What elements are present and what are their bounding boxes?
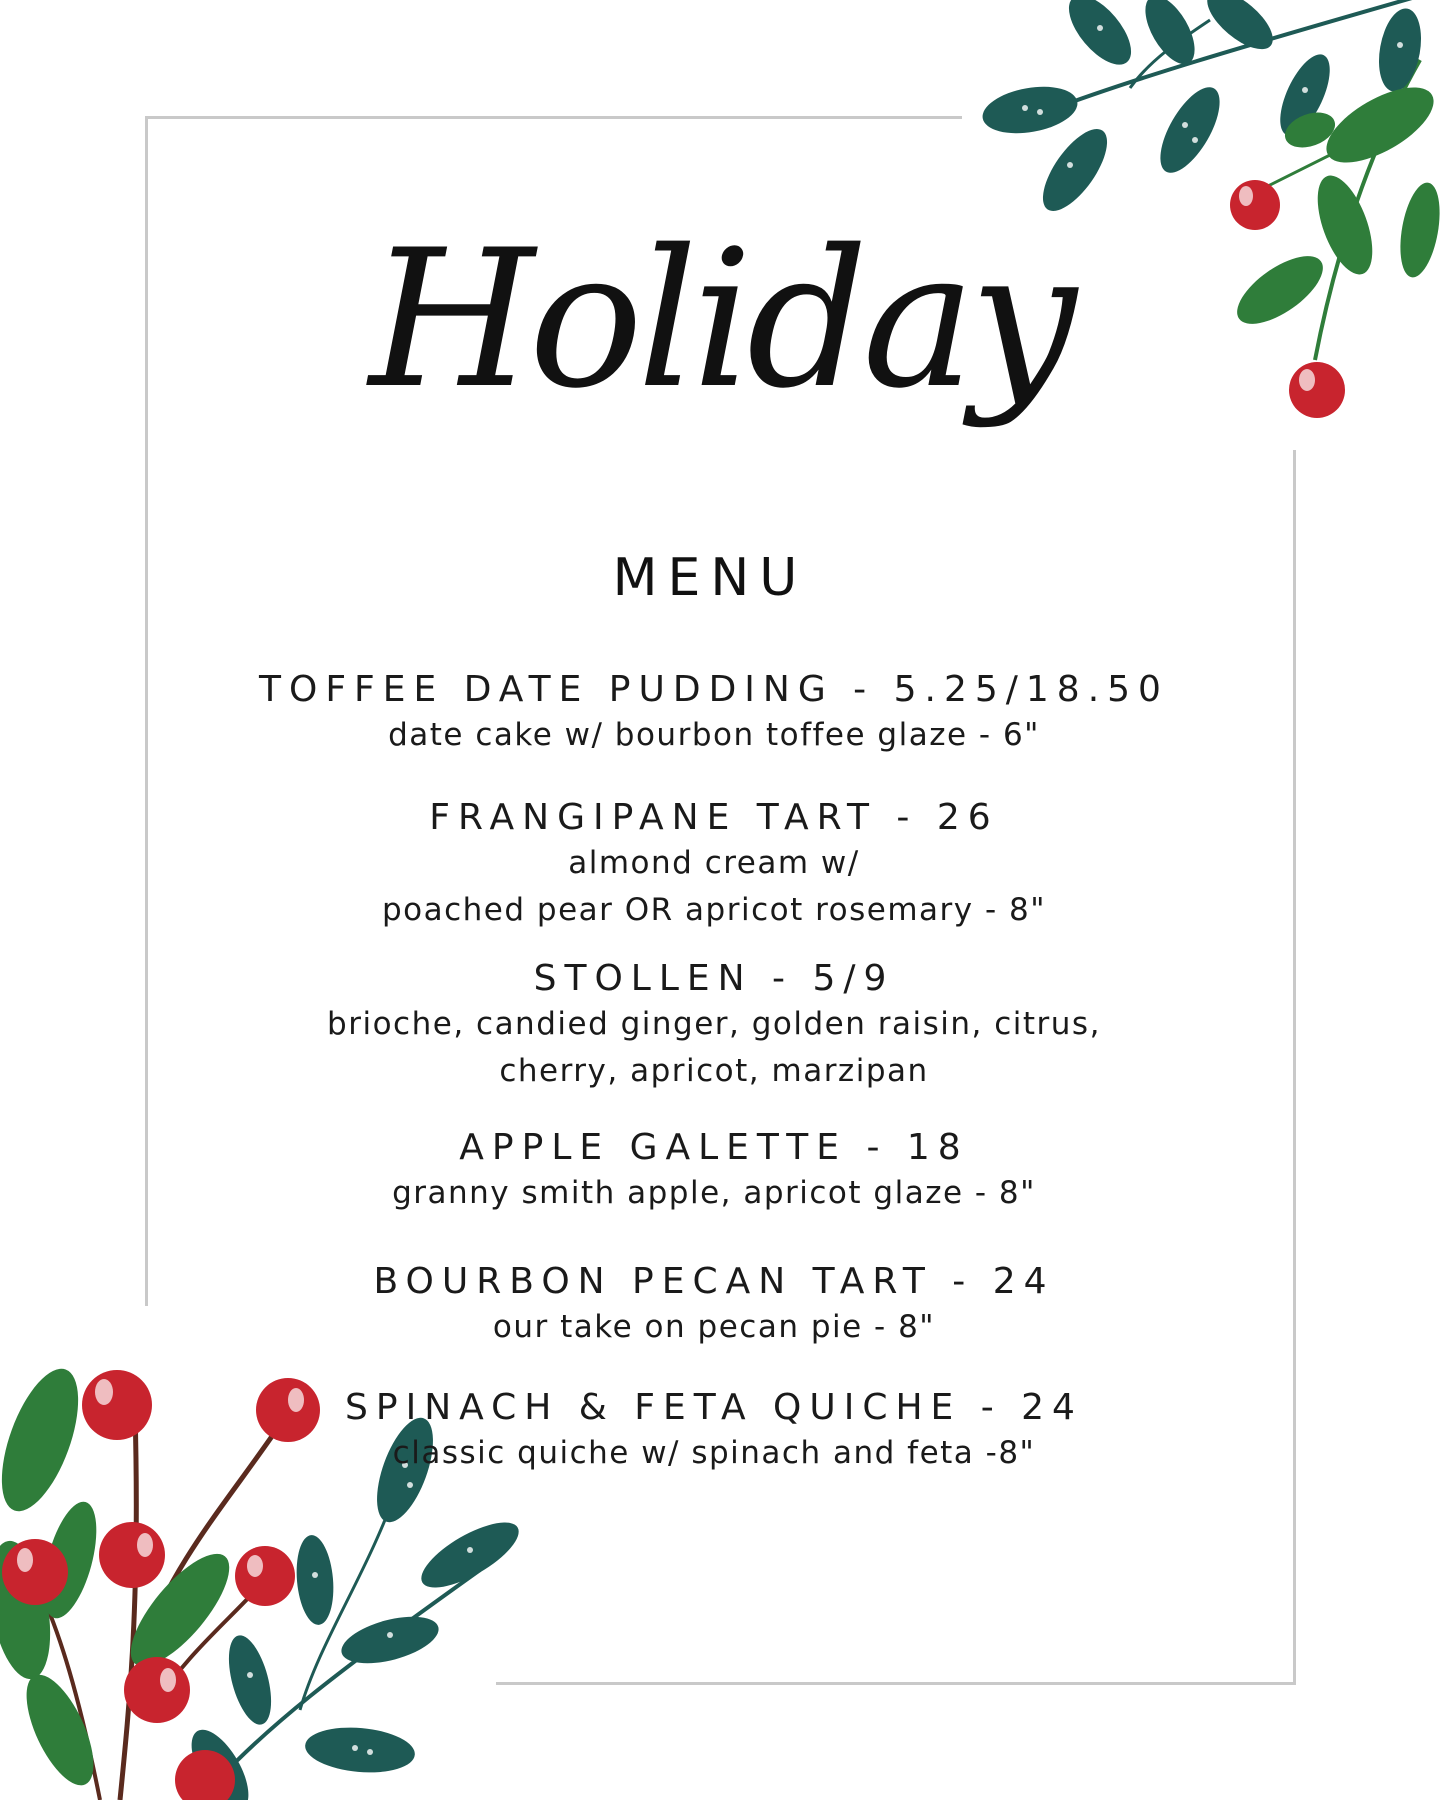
page-subtitle: MENU: [612, 548, 808, 608]
menu-item-description: classic quiche w/ spinach and feta -8": [392, 1435, 1036, 1471]
menu-item-description: granny smith apple, apricot glaze - 8": [392, 1175, 1036, 1211]
menu-item-name: BOURBON PECAN TART - 24: [373, 1261, 1055, 1302]
menu-item-description: almond cream w/: [568, 845, 860, 881]
menu-item-name: FRANGIPANE TART - 26: [429, 797, 999, 838]
menu-item-name: SPINACH & FETA QUICHE - 24: [345, 1387, 1083, 1428]
page-title: Holiday: [369, 209, 1071, 430]
menu-item: [0, 796, 1428, 934]
menu-item: [0, 957, 1428, 1095]
menu-item-description: poached pear OR apricot rosemary - 8": [381, 892, 1047, 928]
menu-item-description: brioche, candied ginger, golden raisin, citrus,: [327, 1006, 1101, 1042]
menu-item: [0, 668, 1428, 759]
menu-item-description: cherry, apricot, marzipan: [499, 1053, 929, 1089]
menu-item-description: our take on pecan pie - 8": [492, 1309, 936, 1345]
menu-item-name: STOLLEN - 5/9: [533, 958, 895, 999]
menu-item: [0, 1386, 1428, 1477]
menu-item-name: TOFFEE DATE PUDDING - 5.25/18.50: [259, 669, 1169, 710]
menu-item: [0, 1126, 1428, 1217]
menu-item: [0, 1260, 1428, 1351]
menu-item-description: date cake w/ bourbon toffee glaze - 6": [388, 717, 1040, 753]
menu-item-name: APPLE GALETTE - 18: [459, 1127, 969, 1168]
